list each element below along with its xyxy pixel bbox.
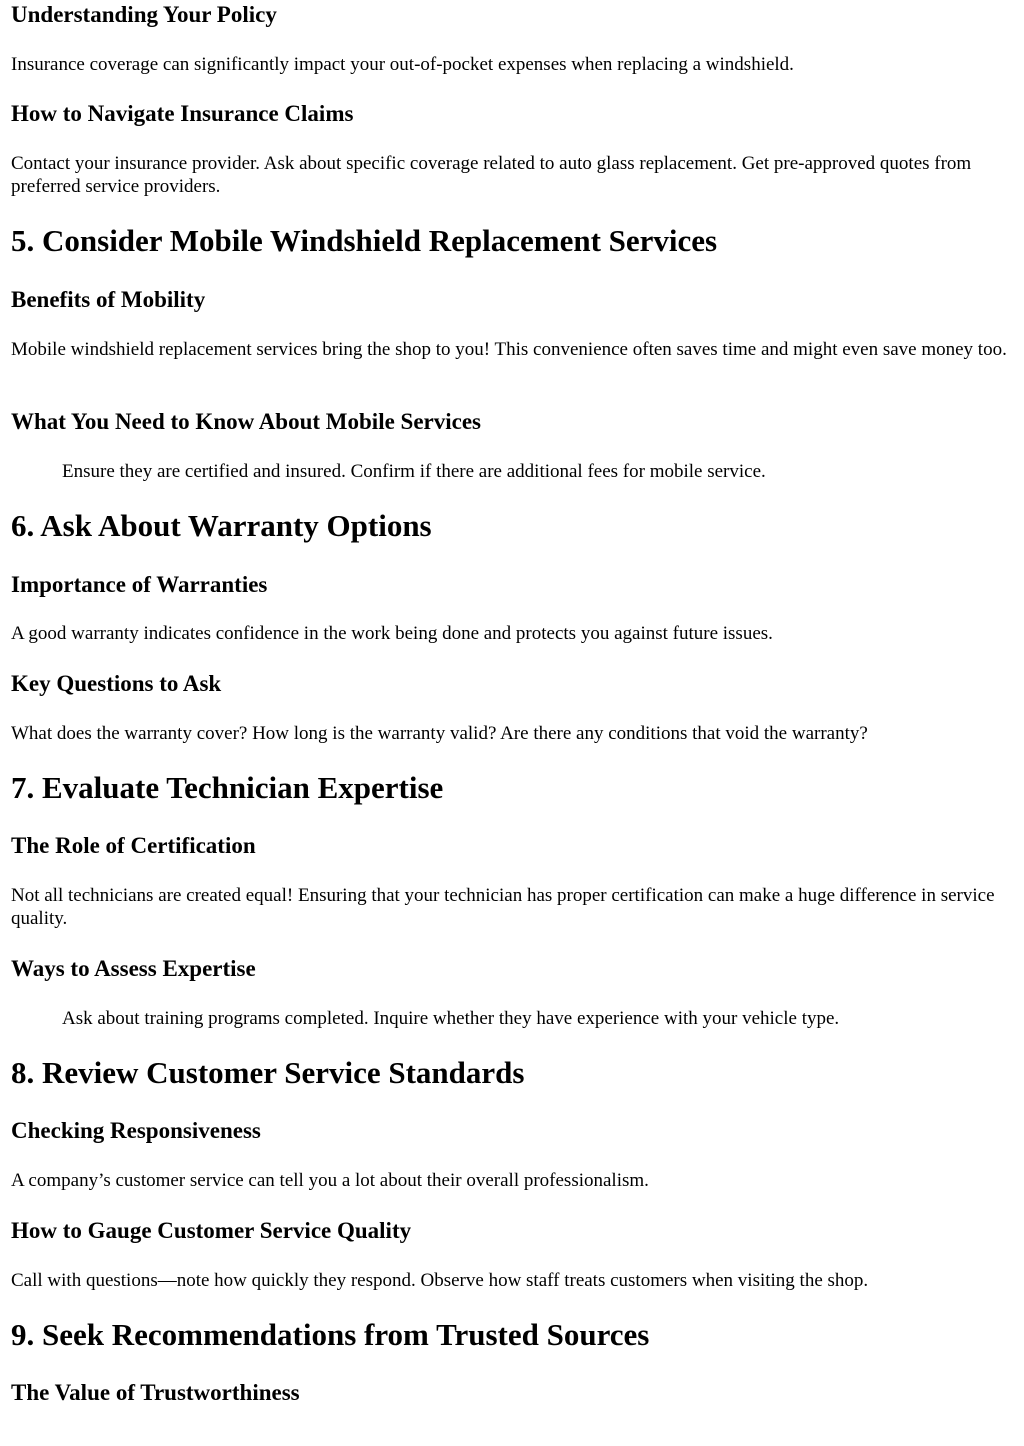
heading-importance-of-warranties: Importance of Warranties <box>11 572 268 597</box>
heading-section-9-recommendations: 9. Seek Recommendations from Trusted Sources <box>11 1317 650 1352</box>
heading-section-7-technician: 7. Evaluate Technician Expertise <box>11 770 444 805</box>
paragraph-mobile-services-benefits: Mobile windshield replacement services bring the shop to you! This convenience often saves time and might even save money too. <box>11 339 1007 360</box>
heading-gauge-service-quality: How to Gauge Customer Service Quality <box>11 1218 412 1243</box>
heading-assess-expertise: Ways to Assess Expertise <box>11 956 256 981</box>
heading-role-of-certification: The Role of Certification <box>11 833 256 858</box>
heading-key-questions: Key Questions to Ask <box>11 671 222 696</box>
heading-section-5-mobile-replacement: 5. Consider Mobile Windshield Replacement Services <box>11 223 718 258</box>
paragraph-good-warranty: A good warranty indicates confidence in the work being done and protects you against future issues. <box>11 623 773 644</box>
paragraph-company-customer-service: A company’s customer service can tell you a lot about their overall professionalism. <box>11 1170 649 1191</box>
paragraph-contact-insurance-provider: Contact your insurance provider. Ask about specific coverage related to auto glass replacement. Get pre-approved quotes from preferred service providers. <box>11 153 972 197</box>
heading-benefits-of-mobility: Benefits of Mobility <box>11 287 206 312</box>
heading-section-6-warranty: 6. Ask About Warranty Options <box>11 508 432 543</box>
paragraph-training-programs: Ask about training programs completed. Inquire whether they have experience with your vehicle type. <box>62 1008 840 1029</box>
heading-checking-responsiveness: Checking Responsiveness <box>11 1118 261 1143</box>
paragraph-insurance-coverage: Insurance coverage can significantly impact your out-of-pocket expenses when replacing a windshield. <box>11 54 794 75</box>
heading-value-of-trustworthiness: The Value of Trustworthiness <box>11 1380 300 1405</box>
heading-navigate-insurance-claims: How to Navigate Insurance Claims <box>11 101 354 126</box>
heading-section-8-customer-service: 8. Review Customer Service Standards <box>11 1055 525 1090</box>
paragraph-certified-insured: Ensure they are certified and insured. Confirm if there are additional fees for mobile service. <box>62 461 766 482</box>
heading-mobile-services-know: What You Need to Know About Mobile Services <box>11 409 482 434</box>
paragraph-warranty-questions: What does the warranty cover? How long is the warranty valid? Are there any conditions that void the warranty? <box>11 723 868 744</box>
paragraph-call-with-questions: Call with questions—note how quickly they respond. Observe how staff treats customers when visiting the shop. <box>11 1270 869 1291</box>
paragraph-technician-certification: Not all technicians are created equal! Ensuring that your technician has proper certification can make a huge difference in service quality. <box>11 885 995 929</box>
heading-understanding-your-policy: Understanding Your Policy <box>11 2 277 27</box>
